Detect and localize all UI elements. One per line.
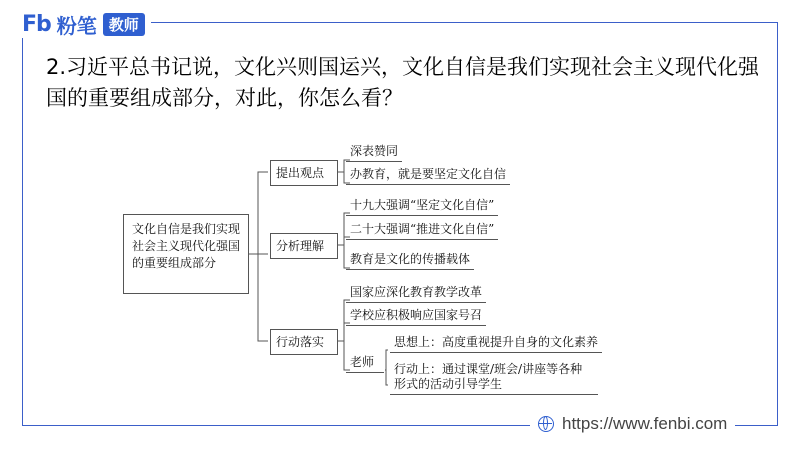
question-text: 2.习近平总书记说，文化兴则国运兴，文化自信是我们实现社会主义现代化强国的重要组成部分，对此，你怎么看？	[46, 55, 760, 110]
leaf-item: 深表赞同	[346, 144, 402, 162]
leaf-item: 教育是文化的传播载体	[346, 252, 474, 270]
logo-brand: 粉笔	[56, 13, 97, 38]
leaf-item: 办教育，就是要坚定文化自信	[346, 167, 510, 185]
logo-tag: 教师	[103, 13, 145, 36]
footer	[530, 412, 735, 436]
mindmap-root: 文化自信是我们实现社会主义现代化强国的重要组成部分	[123, 214, 249, 294]
leaf-item: 国家应深化教育教学改革	[346, 285, 486, 303]
branch-analysis: 分析理解	[270, 233, 338, 259]
leaf-item: 十九大强调“坚定文化自信”	[346, 198, 498, 216]
leaf-item: 二十大强调“推进文化自信”	[346, 222, 498, 240]
leaf-item: 行动上：通过课堂/班会/讲座等各种形式的活动引导学生	[390, 362, 598, 395]
logo-mark: Fb	[22, 11, 51, 37]
globe-icon	[538, 416, 554, 432]
footer-url[interactable]: https://www.fenbi.com	[562, 414, 728, 433]
leaf-item: 思想上：高度重视提升自身的文化素养	[390, 335, 602, 353]
branch-viewpoint: 提出观点	[270, 160, 338, 186]
leaf-item: 学校应积极响应国家号召	[346, 308, 486, 326]
branch-action: 行动落实	[270, 329, 338, 355]
sub-branch-teacher: 老师	[346, 355, 384, 373]
